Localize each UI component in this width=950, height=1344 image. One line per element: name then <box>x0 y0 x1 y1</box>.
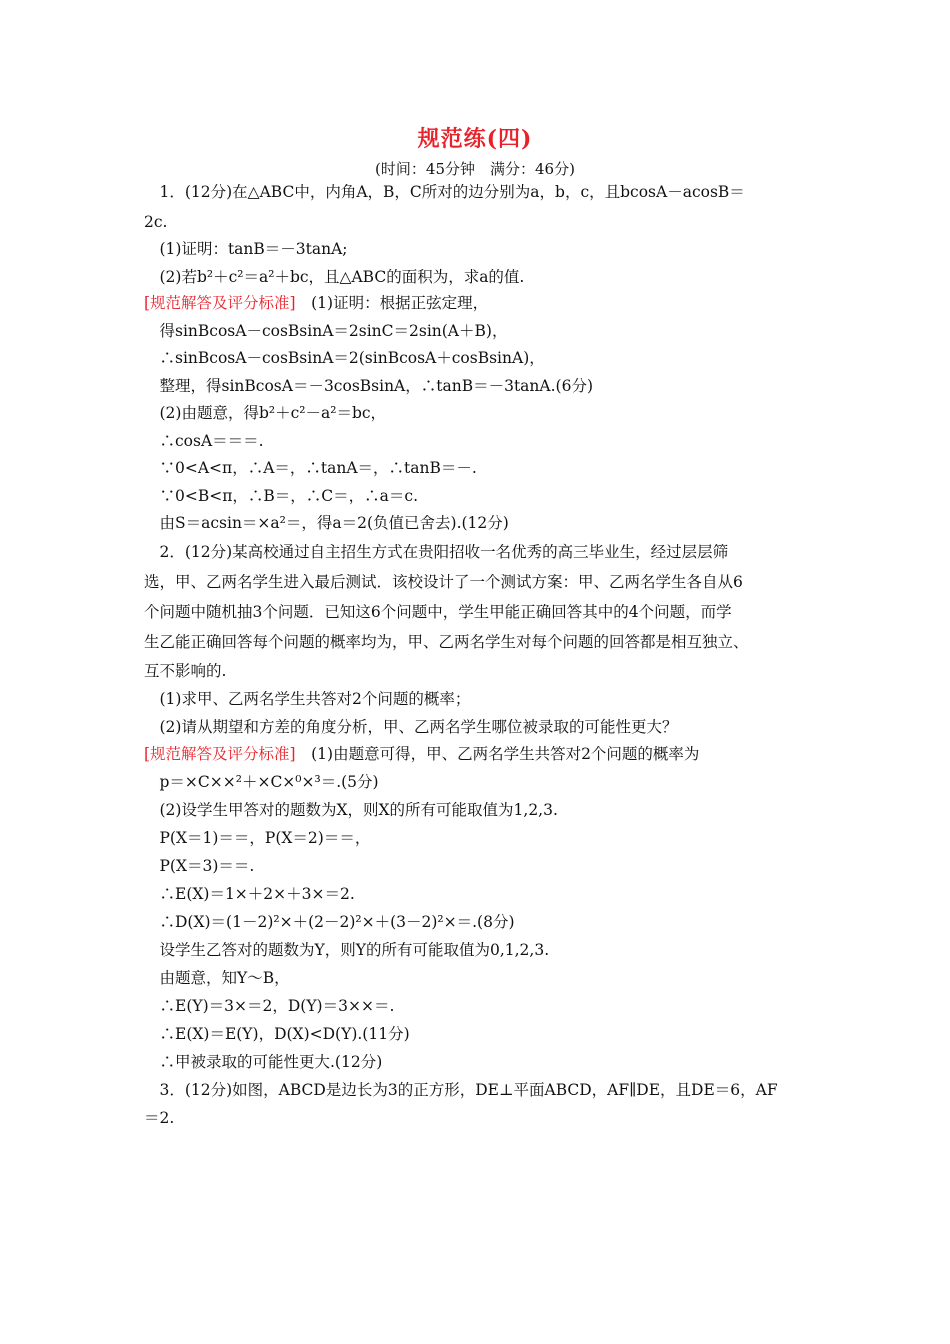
solution2-line4: P(X＝1)＝＝，P(X＝2)＝＝， <box>144 829 371 847</box>
problem3-statement-line1: 3．(12分)如图，ABCD是边长为3的正方形，DE⊥平面ABCD，AF∥DE，且DE＝6，AF <box>144 1081 778 1099</box>
solution1-line6: ∴cosA＝＝＝. <box>144 432 264 450</box>
solution-tag: [规范解答及评分标准] <box>144 745 296 763</box>
problem2-statement-line5: 互不影响的. <box>144 662 227 680</box>
problem1-statement-line2: 2c. <box>144 213 168 231</box>
page-subtitle: (时间：45分钟 满分：46分) <box>375 160 575 178</box>
problem1-part2: (2)若b²＋c²＝a²＋bc，且△ABC的面积为，求a的值. <box>144 268 525 286</box>
problem2-statement-line4: 生乙能正确回答每个问题的概率均为，甲、乙两名学生对每个问题的回答都是相互独立、 <box>144 633 749 651</box>
solution1-line8: ∵0<B<π，∴B＝，∴C＝，∴a＝c. <box>144 487 419 505</box>
solution2-line6: ∴E(X)＝1×＋2×＋3×＝2. <box>144 885 355 903</box>
solution2-header-line <box>144 744 824 764</box>
solution2-line1: (1)由题意可得，甲、乙两名学生共答对2个问题的概率为 <box>295 745 700 763</box>
problem3-statement-line2: ＝2. <box>144 1109 175 1127</box>
solution2-line5: P(X＝3)＝＝. <box>144 857 255 875</box>
solution2-line3: (2)设学生甲答对的题数为X，则X的所有可能取值为1,2,3. <box>144 801 558 819</box>
solution-tag: [规范解答及评分标准] <box>144 294 296 312</box>
solution1-line3: ∴sinBcosA－cosBsinA＝2(sinBcosA＋cosBsinA)， <box>144 349 545 367</box>
problem2-part2: (2)请从期望和方差的角度分析，甲、乙两名学生哪位被录取的可能性更大？ <box>144 718 678 736</box>
problem1-part1: (1)证明：tanB＝－3tanA; <box>144 240 348 258</box>
problem2-part1: (1)求甲、乙两名学生共答对2个问题的概率； <box>144 690 471 708</box>
problem2-statement-line3: 个问题中随机抽3个问题．已知这6个问题中，学生甲能正确回答其中的4个问题，而学 <box>144 603 732 621</box>
solution2-line7: ∴D(X)＝(1－2)²×＋(2－2)²×＋(3－2)²×＝.(8分) <box>144 913 515 931</box>
solution1-line1: (1)证明：根据正弦定理， <box>295 294 489 312</box>
solution2-line9: 由题意，知Y～B， <box>144 969 290 987</box>
solution2-line11: ∴E(X)＝E(Y)，D(X)<D(Y).(11分) <box>144 1025 410 1043</box>
problem2-statement-line2: 选，甲、乙两名学生进入最后测试．该校设计了一个测试方案：甲、乙两名学生各自从6 <box>144 573 743 591</box>
solution2-line10: ∴E(Y)＝3×＝2，D(Y)＝3××＝. <box>144 997 395 1015</box>
solution1-line7: ∵0<A<π，∴A＝，∴tanA＝，∴tanB＝－. <box>144 459 477 477</box>
solution2-line12: ∴甲被录取的可能性更大.(12分) <box>144 1053 383 1071</box>
solution1-line5: (2)由题意，得b²＋c²－a²＝bc， <box>144 404 387 422</box>
page-title: 规范练(四) <box>417 126 533 152</box>
problem1-statement-line1: 1．(12分)在△ABC中，内角A，B，C所对的边分别为a，b，c，且bcosA－acosB＝ <box>144 183 745 201</box>
problem2-statement-line1: 2．(12分)某高校通过自主招生方式在贵阳招收一名优秀的高三毕业生，经过层层筛 <box>144 543 729 561</box>
solution1-line2: 得sinBcosA－cosBsinA＝2sinC＝2sin(A＋B)， <box>144 322 508 340</box>
solution1-line4: 整理，得sinBcosA＝－3cosBsinA，∴tanB＝－3tanA.(6分) <box>144 377 593 395</box>
solution2-line8: 设学生乙答对的题数为Y，则Y的所有可能取值为0,1,2,3. <box>144 941 550 959</box>
solution1-line9: 由S＝acsin＝×a²＝，得a＝2(负值已舍去).(12分) <box>144 514 509 532</box>
solution1-header-line <box>144 293 824 313</box>
solution2-line2: p＝×C××²＋×C×⁰×³＝.(5分) <box>144 773 379 791</box>
